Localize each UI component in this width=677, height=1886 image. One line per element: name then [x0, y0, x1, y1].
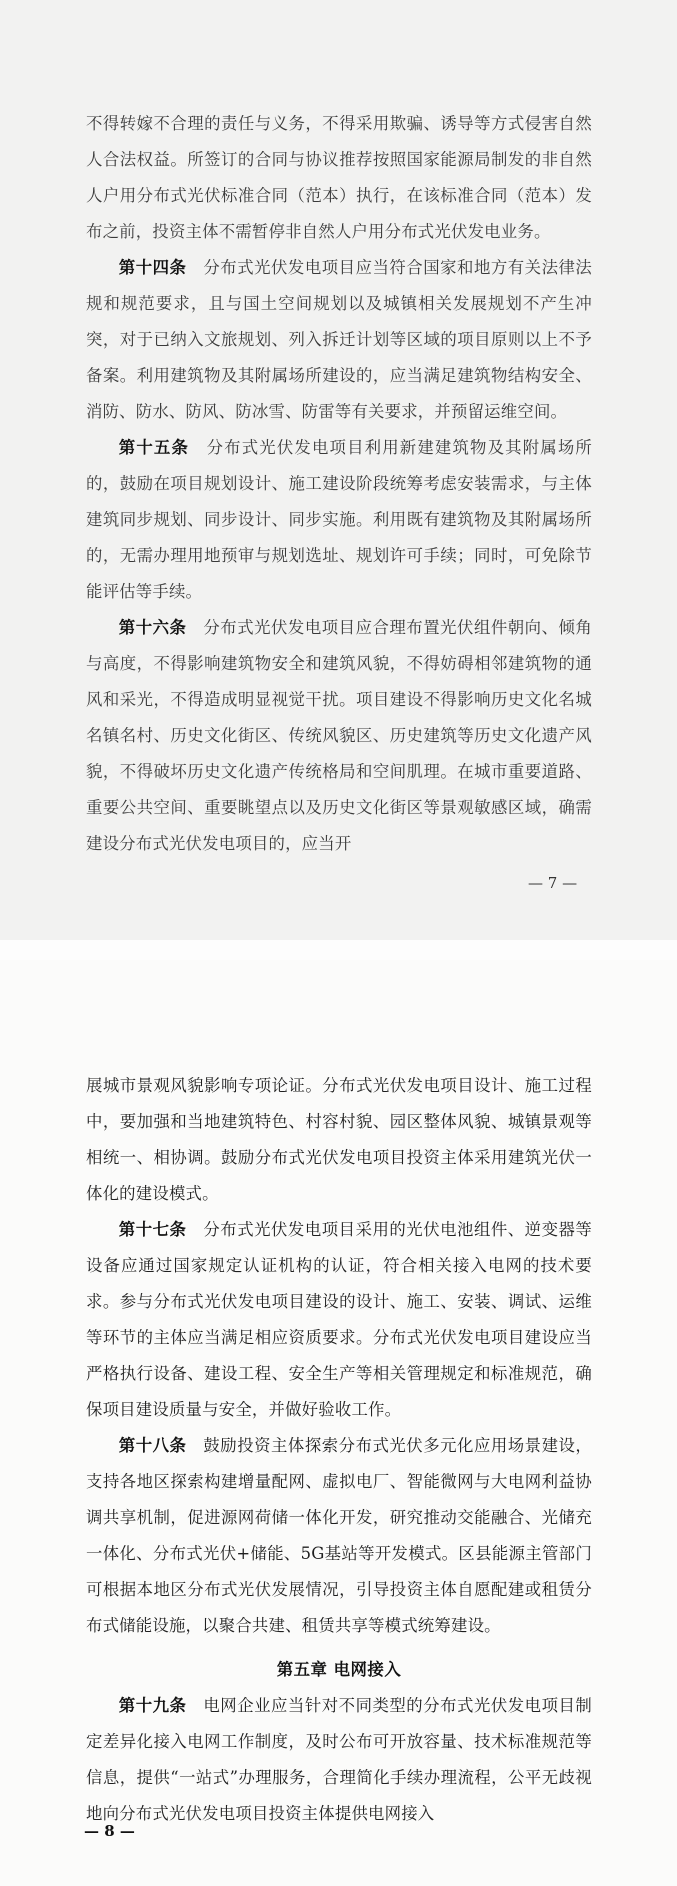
page-number: — 8 — [84, 1822, 135, 1840]
article-19 [86, 1688, 592, 1832]
article-heading: 第十八条 [118, 1436, 187, 1455]
article-text: 电网企业应当针对不同类型的分布式光伏发电项目制定差异化接入电网工作制度，及时公布可开放容量、技术标准规范等信息，提供“一站式”办理服务，合理简化手续办理流程，公平无歧视地向分布式光伏发电项目投资主体提供电网接入 [86, 1696, 592, 1823]
article-heading: 第十九条 [118, 1696, 187, 1715]
paragraph-continuation [86, 1068, 592, 1212]
article-text: 鼓励投资主体探索分布式光伏多元化应用场景建设，支持各地区探索构建增量配网、虚拟电厂、智能微网与大电网利益协调共享机制，促进源网荷储一体化开发，研究推动交能融合、光储充一体化、分布式光伏+储能、5G基站等开发模式。区县能源主管部门可根据本地区分布式光伏发展情况，引导投资主体自愿配建或租赁分布式储能设施，以聚合共建、租赁共享等模式统筹建设。 [86, 1436, 592, 1635]
article-text: 分布式光伏发电项目采用的光伏电池组件、逆变器等设备应通过国家规定认证机构的认证，符合相关接入电网的技术要求。参与分布式光伏发电项目建设的设计、施工、安装、调试、运维等环节的主体应当满足相应资质要求。分布式光伏发电项目建设应当严格执行设备、建设工程、安全生产等相关管理规定和标准规范，确保项目建设质量与安全，并做好验收工作。 [86, 1220, 592, 1419]
article-text: 分布式光伏发电项目利用新建建筑物及其附属场所的，鼓励在项目规划设计、施工建设阶段统筹考虑安装需求，与主体建筑同步规划、同步设计、同步实施。利用既有建筑物及其附属场所的，无需办理用地预审与规划选址、规划许可手续；同时，可免除节能评估等手续。 [86, 438, 592, 601]
page-8-body [86, 1068, 592, 1832]
paragraph-text: 不得转嫁不合理的责任与义务，不得采用欺骗、诱导等方式侵害自然人合法权益。所签订的合同与协议推荐按照国家能源局制发的非自然人户用分布式光伏标准合同（范本）执行，在该标准合同（范本）发布之前，投资主体不需暂停非自然人户用分布式光伏发电业务。 [86, 114, 592, 241]
article-text: 分布式光伏发电项目应合理布置光伏组件朝向、倾角与高度，不得影响建筑物安全和建筑风貌，不得妨碍相邻建筑物的通风和采光，不得造成明显视觉干扰。项目建设不得影响历史文化名城名镇名村、历史文化街区、传统风貌区、历史建筑等历史文化遗产风貌，不得破坏历史文化遗产传统格局和空间肌理。在城市重要道路、重要公共空间、重要眺望点以及历史文化街区等景观敏感区域，确需建设分布式光伏发电项目的，应当开 [86, 618, 592, 853]
chapter-heading: 第五章 电网接入 [276, 1660, 402, 1679]
page-number: — 7 — [528, 874, 578, 892]
article-heading: 第十五条 [118, 438, 190, 457]
article-heading: 第十七条 [118, 1220, 187, 1239]
document-page-7 [0, 0, 677, 940]
page-gap [0, 940, 677, 960]
article-heading: 第十四条 [118, 258, 187, 277]
article-text: 分布式光伏发电项目应当符合国家和地方有关法律法规和规范要求，且与国土空间规划以及城镇相关发展规划不产生冲突，对于已纳入文旅规划、列入拆迁计划等区域的项目原则以上不予备案。利用建筑物及其附属场所建设的，应当满足建筑物结构安全、消防、防水、防风、防冰雪、防雷等有关要求，并预留运维空间。 [86, 258, 592, 421]
page-7-body [86, 106, 592, 862]
article-17 [86, 1212, 592, 1428]
article-14 [86, 250, 592, 430]
paragraph-text: 展城市景观风貌影响专项论证。分布式光伏发电项目设计、施工过程中，要加强和当地建筑特色、村容村貌、园区整体风貌、城镇景观等相统一、相协调。鼓励分布式光伏发电项目投资主体采用建筑光伏一体化的建设模式。 [86, 1076, 592, 1203]
article-16 [86, 610, 592, 862]
paragraph-continuation [86, 106, 592, 250]
article-heading: 第十六条 [118, 618, 187, 637]
article-15 [86, 430, 592, 610]
document-page-8 [0, 960, 677, 1886]
article-18 [86, 1428, 592, 1644]
